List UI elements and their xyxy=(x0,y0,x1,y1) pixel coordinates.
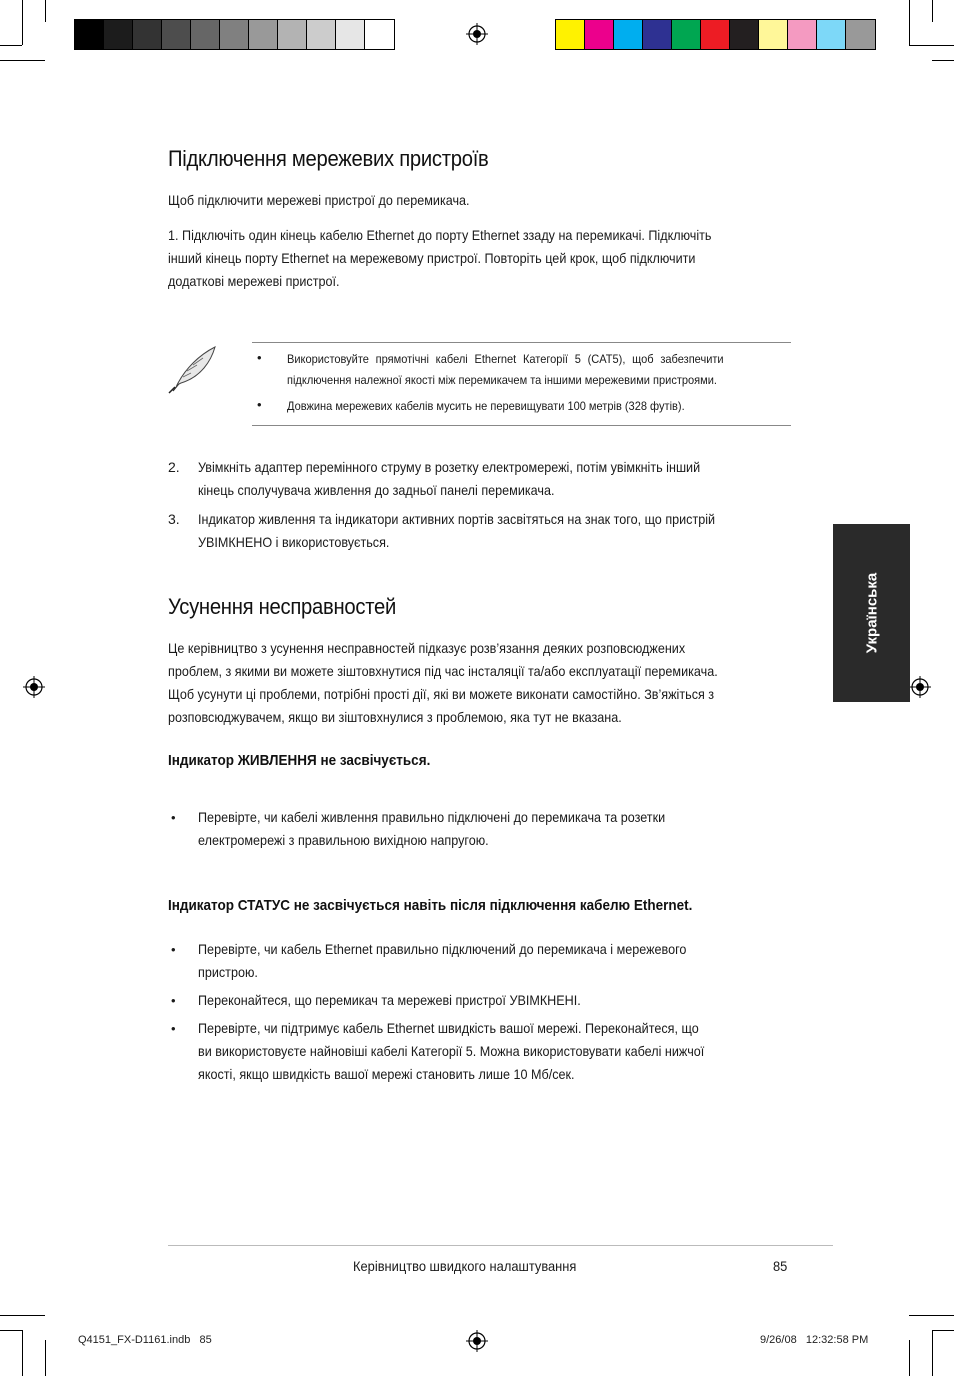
slug-datetime: 9/26/08 12:32:58 PM xyxy=(760,1334,869,1346)
troubleshoot-intro-line: Щоб усунути ці проблеми, потрібні прості дії, які ви можете виконати самостійно. Зв’яжіться з xyxy=(168,686,715,702)
step-2-line: Увімкніть адаптер перемінного струму в розетку електромережі, потім увімкніть інший xyxy=(198,459,701,475)
gray-swatch xyxy=(162,20,191,49)
troubleshoot-intro-line: розповсюджувачем, якщо ви зіштовхнулися з проблемою, яка тут не вказана. xyxy=(168,709,622,725)
problem-2-bullet-1-line: пристрою. xyxy=(198,964,258,980)
crop-mark xyxy=(932,1330,933,1376)
crop-mark xyxy=(932,60,954,61)
step-3-line: Індикатор живлення та індикатори активних портів засвітяться на знак того, що пристрій xyxy=(198,511,716,527)
note-bullet: • xyxy=(257,397,262,412)
feather-pen-icon xyxy=(165,343,219,395)
page-number: 85 xyxy=(773,1258,788,1274)
crop-mark xyxy=(0,1330,22,1331)
problem-2-bullet-3-line: ви використовуєте найновіші кабелі Категорії 5. Можна використовувати кабелі нижчої xyxy=(198,1043,705,1059)
step-1-line: 1. Підключіть один кінець кабелю Ethernet до порту Ethernet ззаду на перемикачі. Підключіть xyxy=(168,227,712,243)
note-item-1-line: підключення належної якості між перемикачем та іншими мережевими пристроями. xyxy=(287,373,717,387)
step-2-number: 2. xyxy=(168,459,180,475)
crop-mark xyxy=(22,0,23,45)
crop-mark xyxy=(909,1340,910,1376)
color-swatch xyxy=(759,20,788,49)
registration-mark-icon xyxy=(909,676,931,698)
step-1-line: інший кінець порту Ethernet на мережевому пристрої. Повторіть цей крок, щоб підключити xyxy=(168,250,696,266)
bullet: • xyxy=(171,993,176,1008)
bullet: • xyxy=(171,810,176,825)
problem-2-bullet-1-line: Перевірте, чи кабель Ethernet правильно підключений до перемикача і мережевого xyxy=(198,941,687,957)
color-swatch xyxy=(643,20,672,49)
crop-mark xyxy=(22,1330,23,1376)
step-3-line: УВІМКНЕНО і використовується. xyxy=(198,534,390,550)
gray-swatch xyxy=(365,20,394,49)
gray-swatch xyxy=(336,20,365,49)
crop-mark xyxy=(909,1315,954,1316)
footer-rule xyxy=(168,1245,833,1246)
crop-mark xyxy=(0,1315,45,1316)
registration-mark-icon xyxy=(466,1330,488,1352)
troubleshoot-intro-line: Це керівництво з усунення несправностей підказує розв’язання деяких розповсюджених xyxy=(168,640,686,656)
gray-swatch xyxy=(307,20,336,49)
gray-swatch xyxy=(249,20,278,49)
section-title-network-connection: Підключення мережевих пристроїв xyxy=(168,146,489,171)
color-swatch xyxy=(817,20,846,49)
problem-2-bullet-3-line: якості, якщо швидкість вашої мережі становить лише 10 Мб/сек. xyxy=(198,1066,575,1082)
bullet: • xyxy=(171,1021,176,1036)
language-tab-label: Українська xyxy=(863,572,880,654)
registration-mark-icon xyxy=(466,23,488,45)
gray-swatch xyxy=(104,20,133,49)
step-1-line: додаткові мережеві пристрої. xyxy=(168,273,340,289)
crop-mark xyxy=(0,45,22,46)
color-swatch xyxy=(701,20,730,49)
crop-mark xyxy=(0,60,45,61)
language-side-tab xyxy=(833,524,910,702)
color-swatch xyxy=(556,20,585,49)
crop-mark xyxy=(909,0,910,45)
problem-1-bullet-line: електромережі з правильною вихідною напругою. xyxy=(198,832,489,848)
note-top-rule xyxy=(252,342,791,343)
color-swatch xyxy=(788,20,817,49)
color-swatch xyxy=(730,20,759,49)
crop-mark xyxy=(45,1340,46,1376)
gray-swatch xyxy=(75,20,104,49)
crop-mark xyxy=(45,0,46,22)
gray-swatch xyxy=(220,20,249,49)
process-color-bar xyxy=(555,19,876,50)
color-swatch xyxy=(614,20,643,49)
note-item-1-line: Використовуйте прямотічні кабелі Ethernet Категорії 5 (CAT5), щоб забезпечити xyxy=(287,352,724,366)
bullet: • xyxy=(171,942,176,957)
problem-2-bullet-2: Переконайтеся, що перемикач та мережеві пристрої УВІМКНЕНІ. xyxy=(198,992,581,1008)
problem-2-bullet-3-line: Перевірте, чи підтримує кабель Ethernet швидкість вашої мережі. Переконайтеся, що xyxy=(198,1020,699,1036)
gray-swatch xyxy=(191,20,220,49)
gray-swatch xyxy=(278,20,307,49)
crop-mark xyxy=(932,1330,954,1331)
step-2-line: кінець сполучувача живлення до задньої панелі перемикача. xyxy=(198,482,555,498)
note-bullet: • xyxy=(257,350,262,365)
grayscale-color-bar xyxy=(74,19,395,50)
slug-filename: Q4151_FX-D1161.indb 85 xyxy=(78,1334,212,1346)
troubleshoot-intro-line: проблем, з якими ви можете зіштовхнутися під час інсталяції та/або експлуатації перемикача. xyxy=(168,663,718,679)
gray-swatch xyxy=(133,20,162,49)
crop-mark xyxy=(932,0,933,22)
step-3-number: 3. xyxy=(168,511,180,527)
problem-2-heading: Індикатор СТАТУС не засвічується навіть після підключення кабелю Ethernet. xyxy=(168,897,693,914)
color-swatch xyxy=(585,20,614,49)
note-item-2: Довжина мережевих кабелів мусить не перевищувати 100 метрів (328 футів). xyxy=(287,399,685,413)
problem-1-bullet-line: Перевірте, чи кабелі живлення правильно підключені до перемикача та розетки xyxy=(198,809,666,825)
crop-mark xyxy=(909,45,954,46)
section-title-troubleshooting: Усунення несправностей xyxy=(168,594,396,619)
color-swatch xyxy=(846,20,875,49)
color-swatch xyxy=(672,20,701,49)
note-bottom-rule xyxy=(252,425,791,426)
intro-text: Щоб підключити мережеві пристрої до перемикача. xyxy=(168,192,470,208)
problem-1-heading: Індикатор ЖИВЛЕННЯ не засвічується. xyxy=(168,752,431,769)
footer-guide-title: Керівництво швидкого налаштування xyxy=(353,1258,577,1274)
registration-mark-icon xyxy=(23,676,45,698)
